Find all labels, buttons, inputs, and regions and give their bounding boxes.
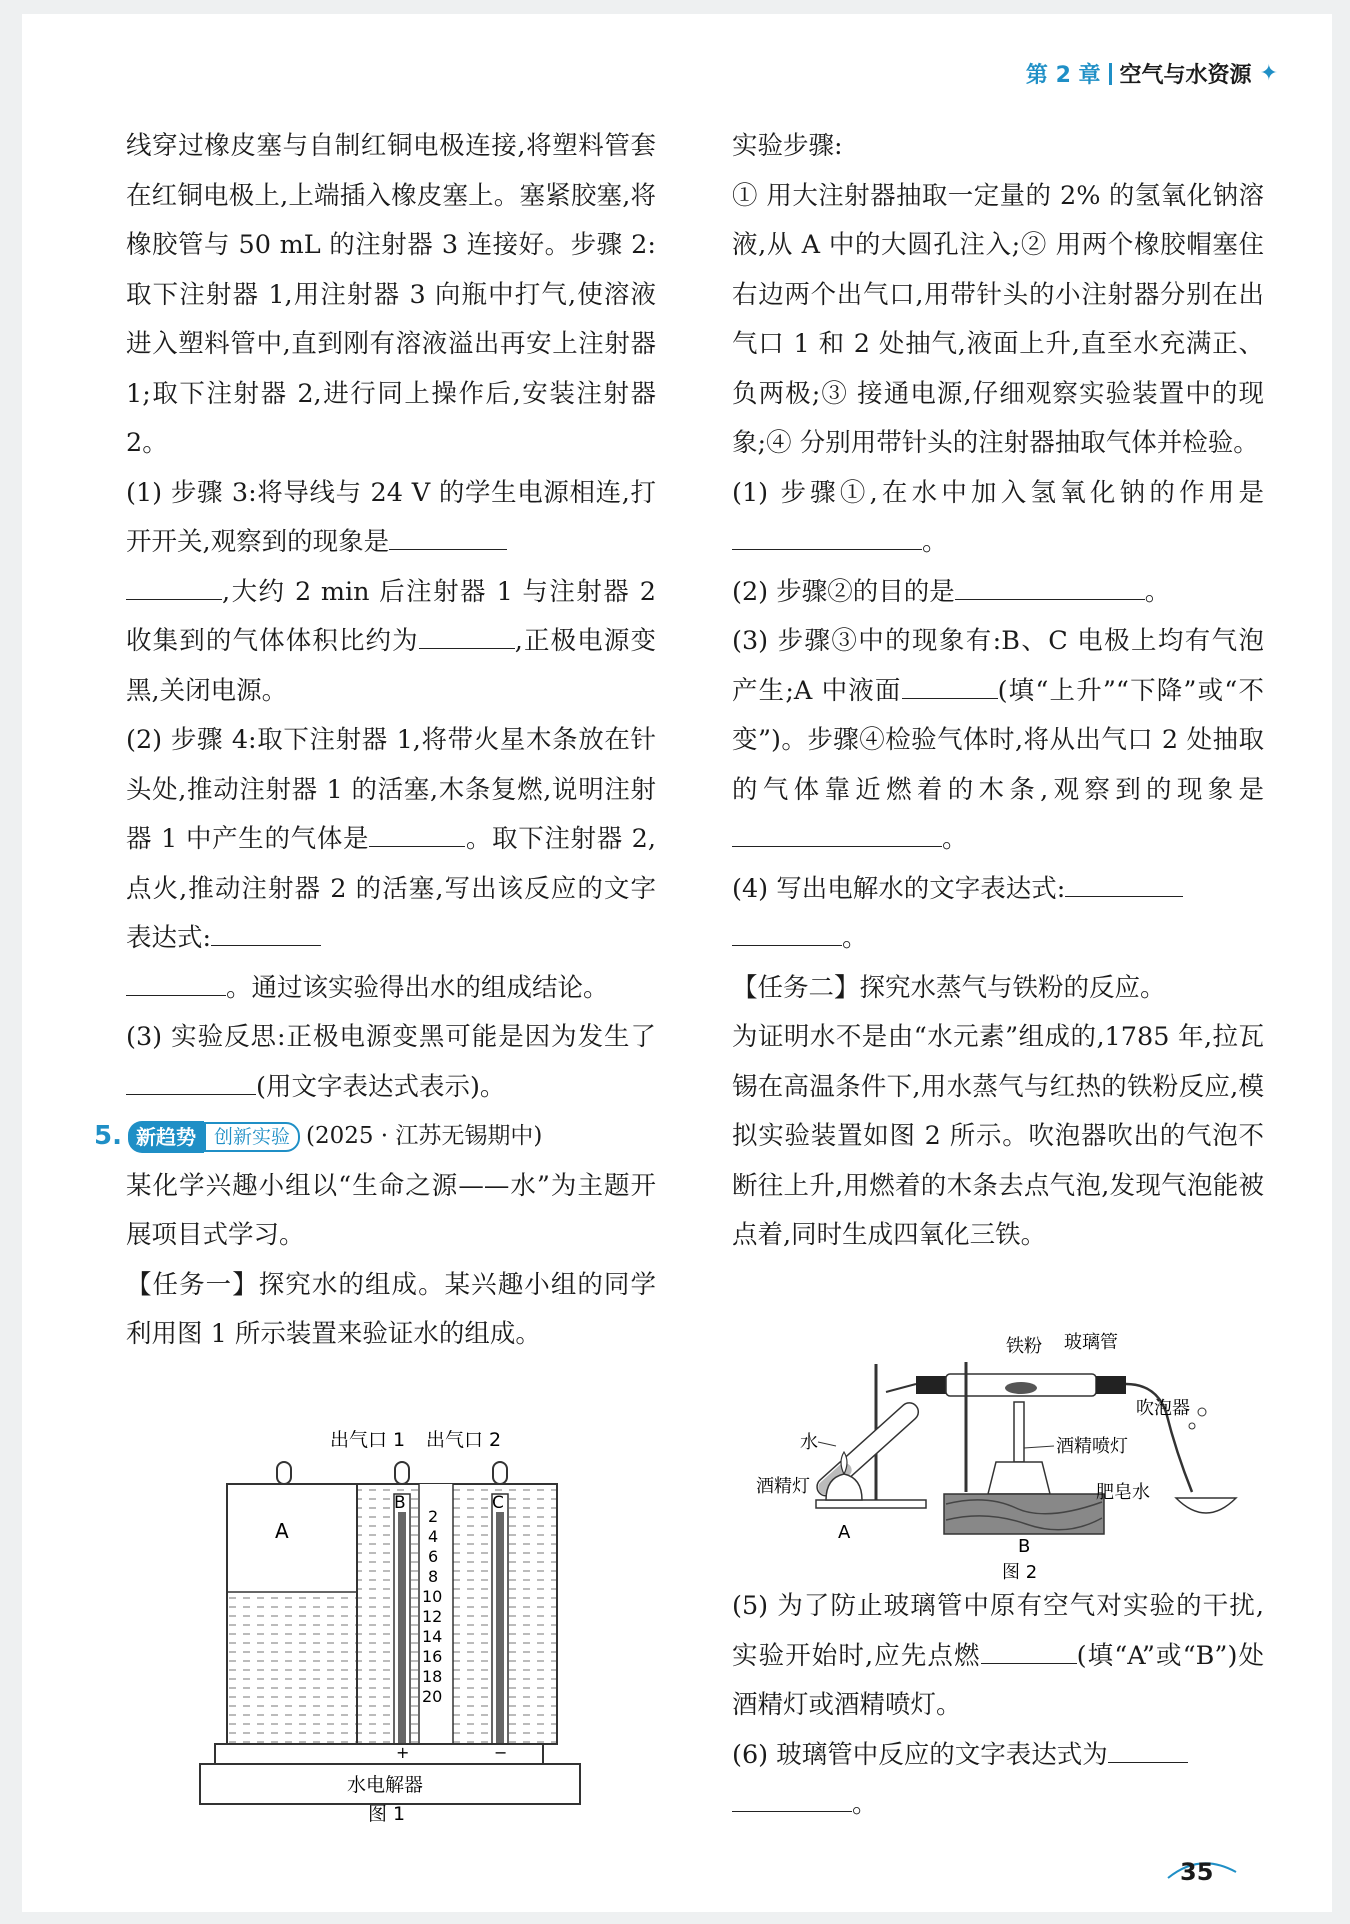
question-2-text-b: 。取下注射器 2,点火,推动注射器 2 的活塞,写出该反应的文字表达式: — [126, 824, 656, 953]
question-5-header — [94, 1112, 656, 1162]
question-r3-text-b: (填“上升”“下降”或“不变”)。步骤④检验气体时,将从出气口 2 处抽取的气体靠近燃着的木条,观察到的现象是 — [732, 675, 1264, 805]
scale-tick: 18 — [422, 1667, 443, 1686]
chapter-header — [1026, 58, 1278, 89]
question-r4: (4) 写出电解水的文字表达式: 。 — [732, 865, 1264, 964]
stopper-left — [916, 1376, 946, 1394]
figure-1-electrolyzer — [200, 1429, 620, 1825]
outlet-1-label: 出气口 1 — [330, 1429, 406, 1451]
iron-powder-label: 铁粉 — [1006, 1336, 1042, 1357]
scale-tick: 20 — [422, 1687, 443, 1706]
answer-blank[interactable] — [955, 571, 1145, 600]
top-knob — [277, 1462, 291, 1484]
question-2-text-c: 。通过该实验得出水的组成结论。 — [226, 972, 609, 1003]
question-3-text-b: (用文字表达式表示)。 — [256, 1071, 506, 1102]
soap-water-label: 肥皂水 — [1096, 1482, 1150, 1503]
scale-tick: 4 — [428, 1527, 439, 1546]
answer-blank[interactable] — [902, 670, 998, 699]
minus-sign: − — [494, 1743, 508, 1762]
alcohol-lamp-label: 酒精灯 — [756, 1476, 810, 1497]
answer-blank[interactable] — [126, 571, 222, 600]
question-r5-text-b: (填“A”或“B”)处酒精灯或酒精喷灯。 — [732, 1640, 1265, 1720]
scale-tick: 12 — [422, 1607, 443, 1626]
sparkle-icon: ✦ — [1259, 61, 1278, 86]
electrode-c — [496, 1512, 504, 1744]
question-r3-text: (3) 步骤③中的现象有:B、C 电极上均有气泡产生;A 中液面 — [732, 626, 1264, 706]
glass-tube-label: 玻璃管 — [1064, 1332, 1118, 1353]
question-number: 5. — [94, 1121, 122, 1151]
steps-text: ① 用大注射器抽取一定量的 2% 的氢氧化钠溶液,从 A 中的大圆孔注入;② 用两个橡胶帽塞住右边两个出气口,用带针头的小注射器分别在出气口 1 和 2 处抽气,液面上升,直至水充满正、负两极;③ 接通电源,仔细观察实验装置中的现象;④ 分别用带针头的注射器抽取气体并检验。 — [732, 180, 1264, 458]
question-r5 — [732, 1582, 1264, 1731]
answer-blank[interactable] — [981, 1635, 1077, 1664]
answer-blank[interactable] — [419, 620, 515, 649]
right-column — [732, 122, 1264, 1261]
answer-blank[interactable] — [389, 521, 507, 550]
outlet-1 — [395, 1462, 409, 1484]
question-r6-text: (6) 玻璃管中反应的文字表达式为 — [732, 1739, 1108, 1770]
water-label: 水 — [800, 1432, 818, 1453]
answer-blank[interactable] — [1108, 1734, 1188, 1763]
answer-blank[interactable] — [732, 521, 922, 550]
spray-lamp-label: 酒精喷灯 — [1056, 1436, 1128, 1457]
answer-blank[interactable] — [1065, 868, 1183, 897]
scale-tick: 2 — [428, 1507, 439, 1526]
label-c: C — [492, 1493, 504, 1513]
spray-lamp — [1014, 1402, 1024, 1462]
innovation-badge: 创新实验 — [204, 1122, 300, 1152]
label-b: B — [1018, 1536, 1031, 1557]
paragraph-intro: 线穿过橡皮塞与自制红铜电极连接,将塑料管套在红铜电极上,上端插入橡皮塞上。塞紧胶塞,将橡胶管与 50 mL 的注射器 3 连接好。步骤 2:取下注射器 1,用注射器 3 向瓶中打气,使溶液进入塑料管中,直到刚有溶液溢出再安上注射器 1;取下注射器 2,进行同上操作后,安装注射器 2。 — [126, 131, 656, 458]
question-r6: (6) 玻璃管中反应的文字表达式为 。 — [732, 1731, 1264, 1830]
answer-blank[interactable] — [126, 967, 226, 996]
chapter-number: 第 2 章 — [1025, 63, 1101, 88]
left-column — [94, 122, 656, 1360]
label-a: A — [275, 1519, 289, 1543]
outlet-2 — [493, 1462, 507, 1484]
figure-2-caption: 图 2 — [1002, 1562, 1038, 1583]
outlet-2-label: 出气口 2 — [426, 1429, 502, 1451]
header-divider — [1109, 63, 1112, 85]
base-label: 水电解器 — [347, 1774, 424, 1796]
steps-title: 实验步骤: — [732, 131, 843, 161]
question-1-text: (1) 步骤 3:将导线与 24 V 的学生电源相连,打开开关,观察到的现象是 — [126, 477, 656, 557]
question-source: (2025 · 江苏无锡期中) — [305, 1123, 543, 1149]
question-r4-text: (4) 写出电解水的文字表达式: — [732, 873, 1066, 904]
question-1-text-c: ,正极电源变黑,关闭电源。 — [126, 626, 656, 706]
answer-blank[interactable] — [211, 917, 321, 946]
question-1 — [126, 469, 656, 717]
label-b: B — [394, 1493, 406, 1513]
trend-badge: 新趋势 — [128, 1121, 204, 1153]
question-2-text: (2) 步骤 4:取下注射器 1,将带火星木条放在针头处,推动注射器 1 的活塞,木条复燃,说明注射器 1 中产生的气体是 — [126, 725, 656, 854]
soap-dish — [1176, 1498, 1236, 1513]
question-3 — [126, 1013, 656, 1112]
stopper-right — [1096, 1376, 1126, 1394]
scale-tick: 16 — [422, 1647, 443, 1666]
electrode-b — [398, 1512, 406, 1744]
electrolysis-chamber — [357, 1484, 557, 1744]
question-r1: (1) 步骤①,在水中加入氢氧化钠的作用是。 — [732, 477, 1264, 557]
chapter-title: 空气与水资源 — [1119, 63, 1252, 88]
figure-1-caption: 图 1 — [368, 1803, 406, 1825]
question-r3: (3) 步骤③中的现象有:B、C 电极上均有气泡产生;A 中液面 (填“上升”“下降”或“不变”)。步骤④检验气体时,将从出气口 2 处抽取的气体靠近燃着的木条,观察到的现象是。 — [732, 626, 1264, 854]
answer-blank[interactable] — [732, 1783, 852, 1812]
bubbler-label: 吹泡器 — [1136, 1398, 1190, 1419]
question-r2: (2) 步骤②的目的是 。 — [732, 568, 1264, 618]
question-3-text: (3) 实验反思:正极电源变黑可能是因为发生了 — [126, 1022, 656, 1052]
plus-sign: + — [396, 1743, 410, 1762]
scale-tick: 10 — [422, 1587, 443, 1606]
answer-blank[interactable] — [369, 818, 465, 847]
answer-blank[interactable] — [732, 818, 942, 847]
scale-tick: 14 — [422, 1627, 443, 1646]
figure-2-apparatus — [756, 1322, 1256, 1583]
question-5-intro: 某化学兴趣小组以“生命之源——水”为主题开展项目式学习。 — [126, 1170, 656, 1250]
scale-tick: 6 — [428, 1547, 439, 1566]
task-2: 【任务二】探究水蒸气与铁粉的反应。 — [732, 972, 1166, 1003]
right-column-bottom — [732, 1582, 1264, 1830]
question-r5-text: (5) 为了防止玻璃管中原有空气对实验的干扰,实验开始时,应先点燃 — [732, 1591, 1264, 1671]
answer-blank[interactable] — [732, 917, 842, 946]
label-a: A — [838, 1522, 851, 1543]
question-r1-text: (1) 步骤①,在水中加入氢氧化钠的作用是 — [732, 477, 1264, 508]
scale-tick: 8 — [428, 1567, 439, 1586]
answer-blank[interactable] — [126, 1066, 256, 1095]
task-2-text: 为证明水不是由“水元素”组成的,1785 年,拉瓦锡在高温条件下,用水蒸气与红热的铁粉反应,模拟实验装置如图 2 所示。吹泡器吹出的气泡不断往上升,用燃着的木条去点气泡,发现气泡能被点着,同时生成四氧化三铁。 — [732, 1022, 1264, 1250]
iron-powder — [1005, 1382, 1037, 1394]
question-r2-text: (2) 步骤②的目的是 — [732, 576, 955, 607]
task-1: 【任务一】探究水的组成。某兴趣小组的同学利用图 1 所示装置来验证水的组成。 — [126, 1269, 656, 1349]
page-number: 35 — [1180, 1858, 1214, 1886]
question-1-text-b: ,大约 2 min 后注射器 1 与注射器 2 收集到的气体体积比约为 — [126, 576, 656, 656]
question-2 — [126, 716, 656, 1013]
liquid-a — [228, 1592, 356, 1743]
